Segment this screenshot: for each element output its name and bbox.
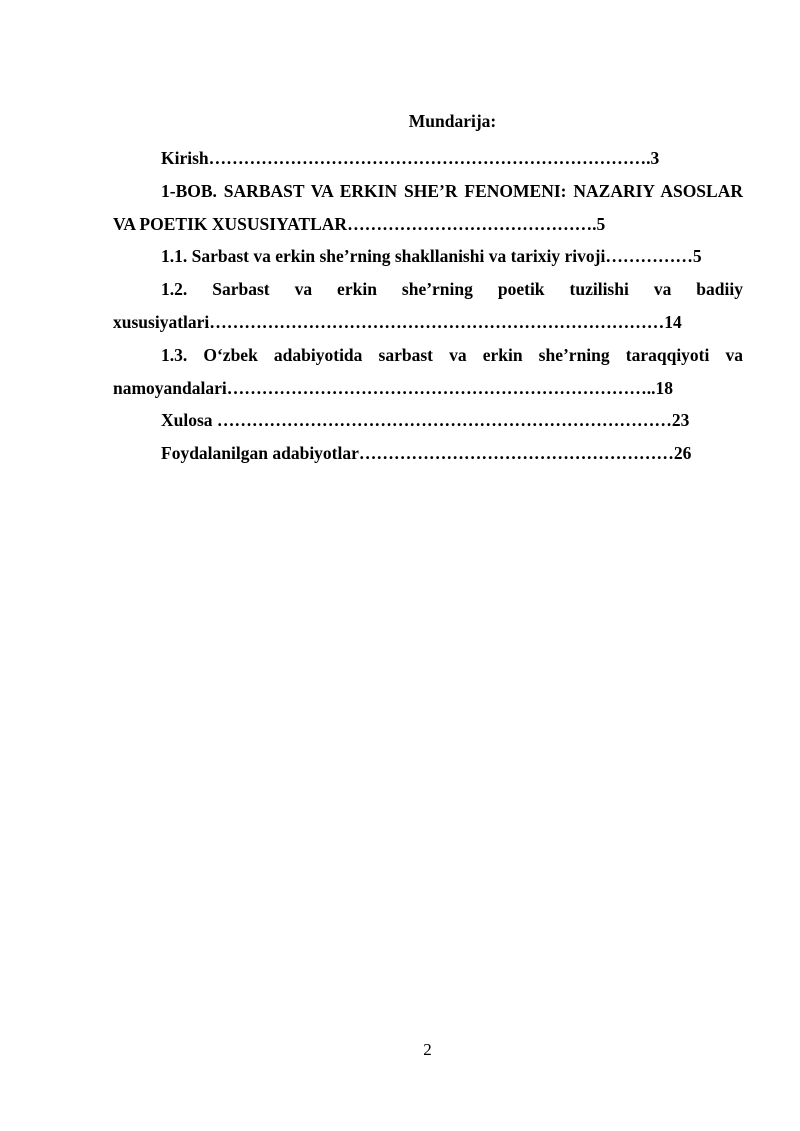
toc-entry-label: 1-BOB. SARBAST VA ERKIN SHE’R FENOMENI: NAZARIY ASOSLAR VA POETIK XUSUSIYATLAR (113, 180, 743, 234)
toc-entry-references (113, 437, 743, 470)
toc-leader-dots: ……………………………………………… (358, 443, 674, 464)
toc-entry-label: Foydalanilgan adabiyotlar (161, 443, 359, 464)
toc-entry-kirish (113, 142, 743, 175)
toc-entry-label: 1.2. Sarbast va erkin she’rning poetik tuzilishi va badiiy xususiyatlari (113, 279, 743, 332)
toc-page-number: 5 (596, 213, 606, 234)
toc-leader-dots: …………………………………………………………………… (209, 311, 665, 332)
toc-entry-chapter-1 (113, 175, 743, 241)
toc-page-number: 23 (671, 410, 690, 431)
toc-leader-dots: ……………………………………………………………….. (226, 377, 656, 398)
toc-entry-section-1-3 (113, 339, 743, 405)
toc-entry-label: Kirish (161, 148, 209, 168)
toc-page-number: 18 (655, 377, 674, 398)
toc-leader-dots: ………………………………………………………………… (208, 148, 647, 168)
table-of-contents (113, 142, 743, 470)
toc-entry-label: 1.1. Sarbast va erkin she’rning shakllanishi va tarixiy rivoji (161, 246, 606, 267)
toc-entry-section-1-1 (113, 240, 743, 273)
toc-entry-section-1-2 (113, 273, 743, 339)
toc-leader-dots: …………………………………………………………………… (216, 410, 672, 431)
page-title: Mundarija: (408, 111, 497, 131)
toc-page-number: 5 (692, 246, 702, 267)
toc-entry-label: 1.3. O‘zbek adabiyotida sarbast va erkin she’rning taraqqiyoti va namoyandalari (113, 344, 743, 398)
toc-leader-dots: ……………………………………. (347, 213, 597, 234)
toc-page-number: 14 (664, 311, 682, 332)
toc-page-number: 26 (673, 443, 692, 464)
toc-page-number: .3 (646, 148, 660, 168)
toc-entry-label: Xulosa (161, 410, 217, 431)
page-number: 2 (423, 1040, 432, 1059)
toc-entry-xulosa (113, 404, 743, 437)
toc-leader-dots: …………… (605, 246, 693, 267)
